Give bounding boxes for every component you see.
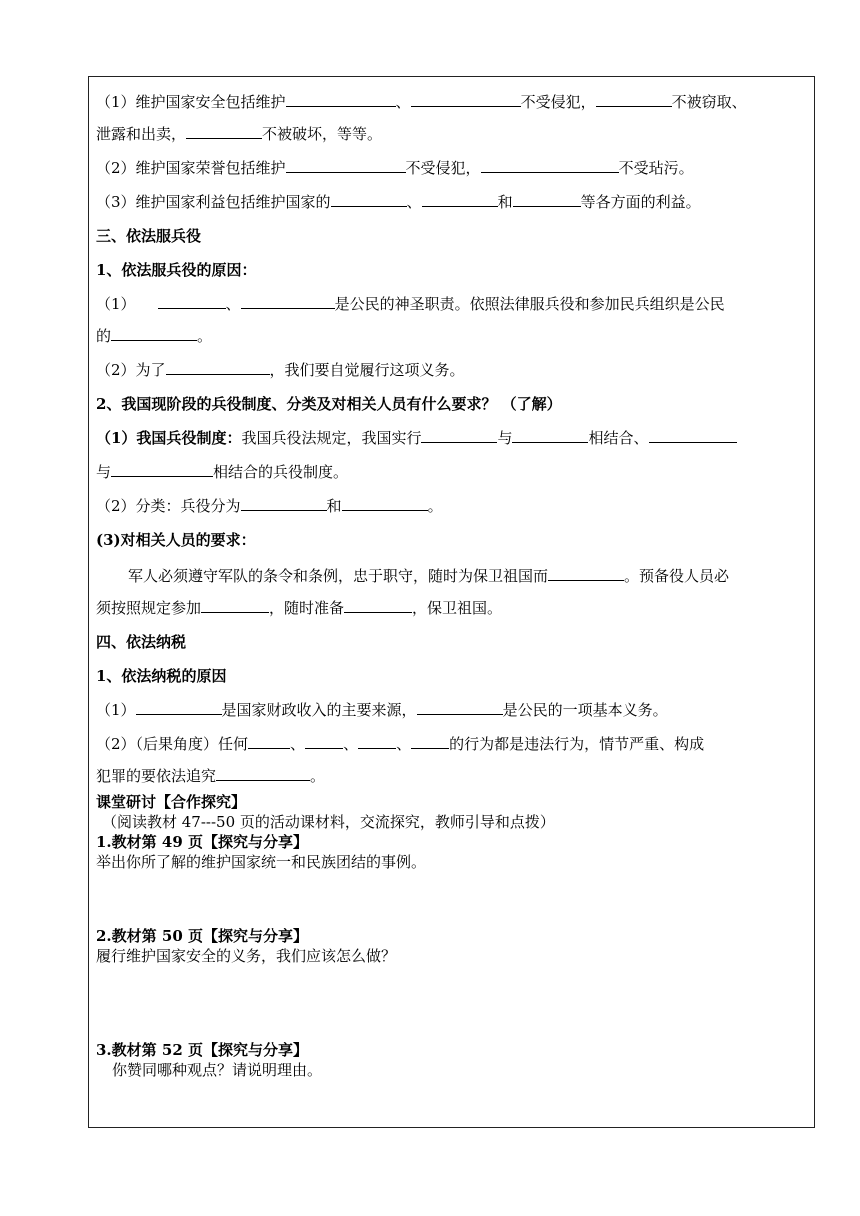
question-military-reason: 1、依法服兵役的原因： (96, 261, 257, 279)
text: 的行为都是违法行为，情节严重、构成 (449, 735, 705, 753)
text: 须按照规定参加 (96, 599, 202, 617)
text: 不被破坏，等等。 (262, 125, 383, 143)
text: 和 (326, 497, 342, 515)
security-item-line1 (96, 92, 810, 112)
question-military-system: 2、我国现阶段的兵役制度、分类及对相关人员有什么要求？ （了解） (96, 395, 562, 413)
text: 不受侵犯， (405, 159, 481, 177)
blank-field[interactable] (422, 192, 498, 207)
text: ，保卫祖国。 (412, 599, 503, 617)
text: 。预备役人员必 (624, 567, 730, 585)
blank-field[interactable] (216, 766, 310, 781)
section-title-military: 三、依法服兵役 (96, 227, 202, 245)
text: 、 (406, 193, 422, 211)
blank-field[interactable] (305, 734, 343, 749)
blank-field[interactable] (649, 428, 737, 443)
text: 相结合的兵役制度。 (213, 463, 349, 481)
text: 等各方面的利益。 (580, 193, 701, 211)
blank-field[interactable] (286, 158, 406, 173)
text: 我国兵役法规定，我国实行 (241, 429, 422, 447)
blank-field[interactable] (111, 462, 213, 477)
blank-field[interactable] (358, 734, 396, 749)
text: （2）分类：兵役分为 (96, 497, 241, 515)
section-title-tax: 四、依法纳税 (96, 633, 187, 651)
text: 。 (310, 767, 326, 785)
blank-field[interactable] (344, 598, 412, 613)
topic3-question: 你赞同哪种观点？请说明理由。 (112, 1061, 323, 1079)
blank-field[interactable] (166, 360, 270, 375)
military-system-item2 (96, 496, 810, 516)
text: 与 (96, 463, 112, 481)
text: 。 (197, 327, 213, 345)
text: 不被窃取、 (671, 93, 747, 111)
military-requirement-line2 (96, 598, 810, 618)
military-system-item1 (96, 428, 810, 448)
topic3-title: 3.教材第 52 页【探究与分享】 (96, 1041, 308, 1059)
text: 和 (497, 193, 513, 211)
text: ，随时准备 (269, 599, 345, 617)
text: 、 (225, 295, 241, 313)
blank-field[interactable] (513, 192, 581, 207)
text: （1）维护国家安全包括维护 (96, 93, 286, 111)
text: （1）我国兵役制度： (96, 429, 242, 447)
blank-field[interactable] (512, 428, 588, 443)
question-tax-reason: 1、依法纳税的原因 (96, 667, 227, 685)
blank-field[interactable] (596, 92, 672, 107)
security-item-line2 (96, 124, 810, 144)
blank-field[interactable] (201, 598, 269, 613)
blank-field[interactable] (186, 124, 262, 139)
topic1-title: 1.教材第 49 页【探究与分享】 (96, 833, 308, 851)
tax-reason-item2-cont (96, 766, 810, 786)
text: 、 (395, 93, 411, 111)
text: 不受玷污。 (618, 159, 694, 177)
research-note: （阅读教材 47---50 页的活动课材料，交流探究，教师引导和点拨） (102, 813, 555, 831)
tax-reason-item2 (96, 734, 810, 754)
text: 与 (497, 429, 513, 447)
blank-field[interactable] (241, 496, 327, 511)
text: 泄露和出卖， (96, 125, 187, 143)
blank-field[interactable] (286, 92, 396, 107)
topic1-question: 举出你所了解的维护国家统一和民族团结的事例。 (96, 853, 427, 871)
text: 是国家财政收入的主要来源， (221, 701, 417, 719)
interest-item (96, 192, 810, 212)
blank-field[interactable] (411, 734, 449, 749)
blank-field[interactable] (331, 192, 407, 207)
text: （3）维护国家利益包括维护国家的 (96, 193, 331, 211)
blank-field[interactable] (111, 326, 197, 341)
honor-item (96, 158, 810, 178)
research-title: 课堂研讨【合作探究】 (96, 793, 247, 811)
blank-field[interactable] (421, 428, 497, 443)
text: 军人必须遵守军队的条令和条例，忠于职守，随时为保卫祖国而 (128, 567, 549, 585)
text: 、 (343, 735, 359, 753)
text: ，我们要自觉履行这项义务。 (269, 361, 465, 379)
blank-field[interactable] (241, 294, 335, 309)
blank-field[interactable] (411, 92, 521, 107)
blank-field[interactable] (481, 158, 619, 173)
text: 、 (396, 735, 412, 753)
text: 是公民的一项基本义务。 (502, 701, 668, 719)
text: （2）（后果角度）任何 (96, 735, 249, 753)
blank-field[interactable] (342, 496, 428, 511)
text: 犯罪的要依法追究 (96, 767, 217, 785)
military-reason-item2 (96, 360, 810, 380)
text: （2）为了 (96, 361, 166, 379)
military-system-item3-label: (3)对相关人员的要求： (96, 531, 256, 549)
text: 。 (427, 497, 443, 515)
topic2-question: 履行维护国家安全的义务，我们应该怎么做？ (96, 947, 397, 965)
text: 的 (96, 327, 112, 345)
blank-field[interactable] (158, 294, 226, 309)
text: 相结合、 (588, 429, 649, 447)
military-system-item1-cont (96, 462, 810, 482)
military-reason-item1-cont (96, 326, 810, 346)
tax-reason-item1 (96, 700, 810, 720)
text: （1） (96, 295, 136, 313)
text: 是公民的神圣职责。依照法律服兵役和参加民兵组织是公民 (334, 295, 725, 313)
blank-field[interactable] (136, 700, 222, 715)
text: 不受侵犯， (520, 93, 596, 111)
blank-field[interactable] (417, 700, 503, 715)
blank-field[interactable] (248, 734, 290, 749)
military-reason-item1 (96, 294, 810, 314)
text: 、 (290, 735, 306, 753)
text: （2）维护国家荣誉包括维护 (96, 159, 286, 177)
text: （1） (96, 701, 136, 719)
blank-field[interactable] (548, 566, 624, 581)
topic2-title: 2.教材第 50 页【探究与分享】 (96, 927, 308, 945)
military-requirement-line1 (96, 566, 842, 586)
